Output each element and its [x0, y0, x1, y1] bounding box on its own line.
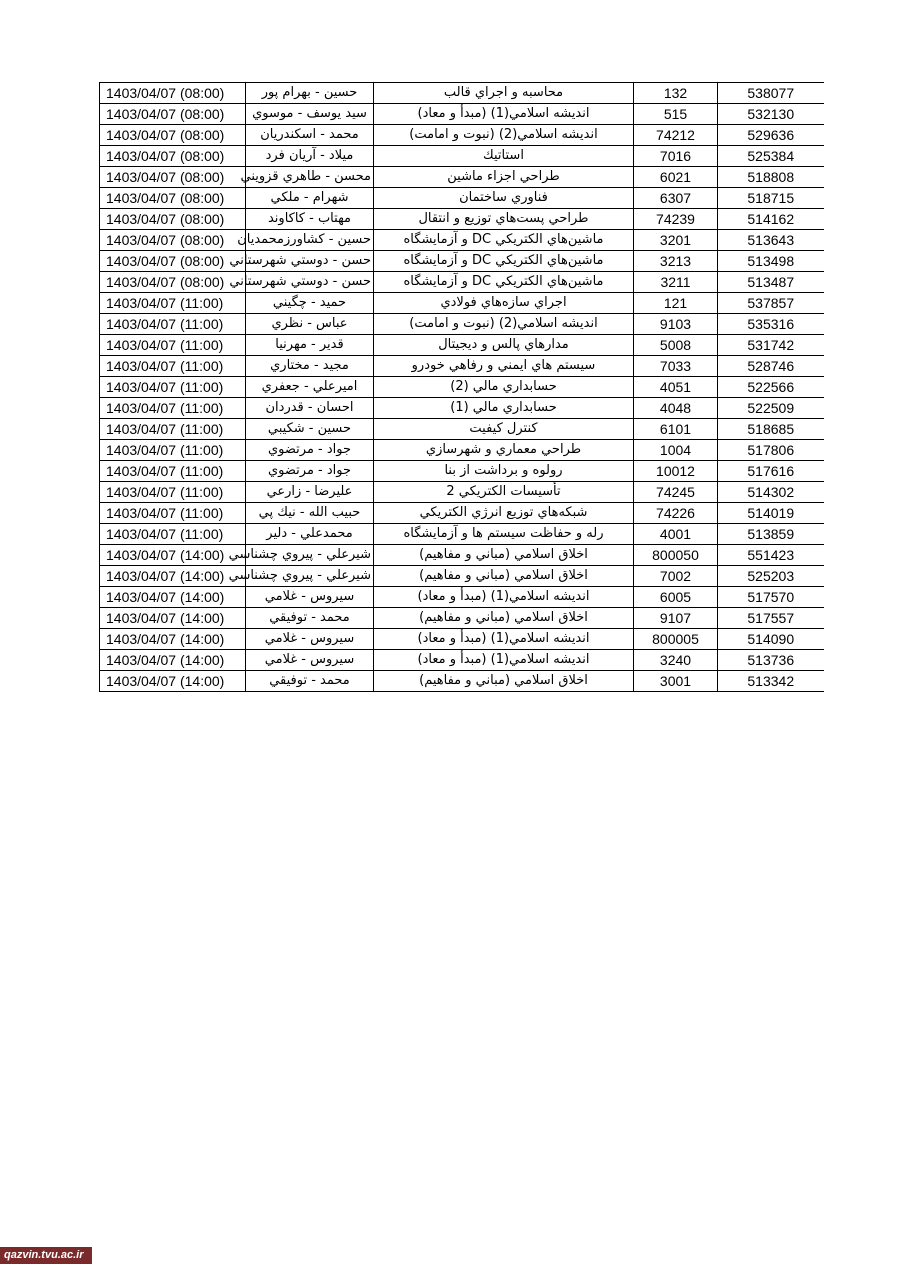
- course-code-cell: 515: [634, 104, 718, 125]
- course-code-cell: 7016: [634, 146, 718, 167]
- group-code-cell: 513487: [718, 272, 824, 293]
- exam-datetime-cell: 1403/04/07 (11:00): [100, 314, 246, 335]
- course-code-cell: 3213: [634, 251, 718, 272]
- teacher-name-cell: شيرعلي - پيروي چشناسي: [246, 566, 374, 587]
- exam-datetime-cell: 1403/04/07 (14:00): [100, 608, 246, 629]
- group-code-cell: 513643: [718, 230, 824, 251]
- group-code-cell: 551423: [718, 545, 824, 566]
- course-code-cell: 6101: [634, 419, 718, 440]
- exam-datetime-cell: 1403/04/07 (11:00): [100, 377, 246, 398]
- course-code-cell: 4001: [634, 524, 718, 545]
- group-code-cell: 513736: [718, 650, 824, 671]
- course-code-cell: 121: [634, 293, 718, 314]
- teacher-name-cell: اميرعلي - جعفري: [246, 377, 374, 398]
- group-code-cell: 522509: [718, 398, 824, 419]
- teacher-name-cell: سيروس - غلامي: [246, 587, 374, 608]
- table-row: [100, 566, 824, 587]
- group-code-cell: 518685: [718, 419, 824, 440]
- course-code-cell: 5008: [634, 335, 718, 356]
- course-code-cell: 1004: [634, 440, 718, 461]
- course-title-cell: فناوري ساختمان: [374, 188, 634, 209]
- course-title-cell: شبكه‌هاي توزيع انرژي الكتريكي: [374, 503, 634, 524]
- course-title-cell: اخلاق اسلامي (مباني و مفاهيم): [374, 608, 634, 629]
- course-code-cell: 74245: [634, 482, 718, 503]
- exam-datetime-cell: 1403/04/07 (08:00): [100, 230, 246, 251]
- course-code-cell: 3240: [634, 650, 718, 671]
- table-row: [100, 146, 824, 167]
- course-code-cell: 4051: [634, 377, 718, 398]
- teacher-name-cell: حسن - دوستي شهرستاني: [246, 251, 374, 272]
- exam-schedule-sheet: [99, 82, 823, 692]
- teacher-name-cell: حسن - دوستي شهرستاني: [246, 272, 374, 293]
- course-code-cell: 7033: [634, 356, 718, 377]
- exam-datetime-cell: 1403/04/07 (11:00): [100, 482, 246, 503]
- group-code-cell: 525203: [718, 566, 824, 587]
- table-row: [100, 503, 824, 524]
- teacher-name-cell: عباس - نظري: [246, 314, 374, 335]
- teacher-name-cell: محمد - اسكندريان: [246, 125, 374, 146]
- course-title-cell: طراحي پست‌هاي توزيع و انتقال: [374, 209, 634, 230]
- exam-datetime-cell: 1403/04/07 (11:00): [100, 335, 246, 356]
- teacher-name-cell: عليرضا - زارعي: [246, 482, 374, 503]
- exam-datetime-cell: 1403/04/07 (11:00): [100, 461, 246, 482]
- table-row: [100, 587, 824, 608]
- exam-schedule-body: [100, 83, 824, 692]
- teacher-name-cell: سيروس - غلامي: [246, 629, 374, 650]
- teacher-name-cell: محسن - طاهري قزويني: [246, 167, 374, 188]
- table-row: [100, 251, 824, 272]
- course-code-cell: 4048: [634, 398, 718, 419]
- table-row: [100, 188, 824, 209]
- exam-datetime-cell: 1403/04/07 (11:00): [100, 398, 246, 419]
- group-code-cell: 514302: [718, 482, 824, 503]
- course-title-cell: انديشه اسلامي(1) (مبدأ و معاد): [374, 650, 634, 671]
- course-title-cell: حسابداري مالي (2): [374, 377, 634, 398]
- teacher-name-cell: احسان - قدردان: [246, 398, 374, 419]
- group-code-cell: 513498: [718, 251, 824, 272]
- course-code-cell: 74212: [634, 125, 718, 146]
- course-code-cell: 10012: [634, 461, 718, 482]
- group-code-cell: 514019: [718, 503, 824, 524]
- course-title-cell: كنترل كيفيت: [374, 419, 634, 440]
- table-row: [100, 272, 824, 293]
- course-title-cell: اخلاق اسلامي (مباني و مفاهيم): [374, 566, 634, 587]
- group-code-cell: 518715: [718, 188, 824, 209]
- group-code-cell: 513859: [718, 524, 824, 545]
- exam-datetime-cell: 1403/04/07 (08:00): [100, 188, 246, 209]
- table-row: [100, 83, 824, 104]
- table-row: [100, 524, 824, 545]
- course-title-cell: انديشه اسلامي(1) (مبدأ و معاد): [374, 104, 634, 125]
- table-row: [100, 671, 824, 692]
- exam-datetime-cell: 1403/04/07 (08:00): [100, 146, 246, 167]
- exam-datetime-cell: 1403/04/07 (08:00): [100, 83, 246, 104]
- group-code-cell: 517806: [718, 440, 824, 461]
- exam-datetime-cell: 1403/04/07 (08:00): [100, 167, 246, 188]
- exam-datetime-cell: 1403/04/07 (11:00): [100, 503, 246, 524]
- table-row: [100, 461, 824, 482]
- exam-datetime-cell: 1403/04/07 (11:00): [100, 293, 246, 314]
- exam-datetime-cell: 1403/04/07 (11:00): [100, 440, 246, 461]
- teacher-name-cell: قدير - مهرنيا: [246, 335, 374, 356]
- group-code-cell: 528746: [718, 356, 824, 377]
- exam-datetime-cell: 1403/04/07 (11:00): [100, 524, 246, 545]
- exam-datetime-cell: 1403/04/07 (08:00): [100, 125, 246, 146]
- teacher-name-cell: جواد - مرتضوي: [246, 461, 374, 482]
- course-title-cell: حسابداري مالي (1): [374, 398, 634, 419]
- course-code-cell: 9103: [634, 314, 718, 335]
- group-code-cell: 513342: [718, 671, 824, 692]
- table-row: [100, 377, 824, 398]
- course-title-cell: انديشه اسلامي(2) (نبوت و امامت): [374, 125, 634, 146]
- exam-datetime-cell: 1403/04/07 (14:00): [100, 671, 246, 692]
- table-row: [100, 125, 824, 146]
- exam-datetime-cell: 1403/04/07 (08:00): [100, 209, 246, 230]
- table-row: [100, 608, 824, 629]
- course-title-cell: اجراي سازه‌هاي فولادي: [374, 293, 634, 314]
- course-code-cell: 74239: [634, 209, 718, 230]
- exam-datetime-cell: 1403/04/07 (14:00): [100, 629, 246, 650]
- teacher-name-cell: حميد - چگيني: [246, 293, 374, 314]
- course-title-cell: ماشين‌هاي الكتريكي DC و آزمايشگاه: [374, 272, 634, 293]
- course-code-cell: 3001: [634, 671, 718, 692]
- table-row: [100, 398, 824, 419]
- teacher-name-cell: شهرام - ملكي: [246, 188, 374, 209]
- course-code-cell: 7002: [634, 566, 718, 587]
- group-code-cell: 525384: [718, 146, 824, 167]
- teacher-name-cell: مجيد - مختاري: [246, 356, 374, 377]
- teacher-name-cell: حبيب الله - نيك پي: [246, 503, 374, 524]
- teacher-name-cell: محمد - توفيقي: [246, 608, 374, 629]
- exam-datetime-cell: 1403/04/07 (14:00): [100, 587, 246, 608]
- group-code-cell: 517570: [718, 587, 824, 608]
- table-row: [100, 419, 824, 440]
- course-code-cell: 6021: [634, 167, 718, 188]
- exam-datetime-cell: 1403/04/07 (14:00): [100, 545, 246, 566]
- group-code-cell: 538077: [718, 83, 824, 104]
- table-row: [100, 230, 824, 251]
- course-title-cell: استاتيك: [374, 146, 634, 167]
- table-row: [100, 650, 824, 671]
- course-title-cell: ماشين‌هاي الكتريكي DC و آزمايشگاه: [374, 251, 634, 272]
- table-row: [100, 209, 824, 230]
- course-code-cell: 3211: [634, 272, 718, 293]
- site-footer-badge[interactable]: qazvin.tvu.ac.ir: [0, 1247, 92, 1264]
- teacher-name-cell: سيد يوسف - موسوي: [246, 104, 374, 125]
- course-title-cell: انديشه اسلامي(1) (مبدأ و معاد): [374, 629, 634, 650]
- table-row: [100, 104, 824, 125]
- course-title-cell: تأسيسات الكتريكي 2: [374, 482, 634, 503]
- teacher-name-cell: محمدعلي - دلير: [246, 524, 374, 545]
- exam-datetime-cell: 1403/04/07 (08:00): [100, 251, 246, 272]
- group-code-cell: 537857: [718, 293, 824, 314]
- course-code-cell: 132: [634, 83, 718, 104]
- table-row: [100, 629, 824, 650]
- exam-datetime-cell: 1403/04/07 (14:00): [100, 650, 246, 671]
- group-code-cell: 531742: [718, 335, 824, 356]
- course-title-cell: محاسبه و اجراي قالب: [374, 83, 634, 104]
- teacher-name-cell: ميلاد - آريان فرد: [246, 146, 374, 167]
- group-code-cell: 522566: [718, 377, 824, 398]
- exam-datetime-cell: 1403/04/07 (08:00): [100, 272, 246, 293]
- course-code-cell: 6307: [634, 188, 718, 209]
- course-title-cell: اخلاق اسلامي (مباني و مفاهيم): [374, 545, 634, 566]
- course-code-cell: 3201: [634, 230, 718, 251]
- group-code-cell: 517616: [718, 461, 824, 482]
- exam-datetime-cell: 1403/04/07 (14:00): [100, 566, 246, 587]
- table-row: [100, 440, 824, 461]
- table-row: [100, 167, 824, 188]
- exam-datetime-cell: 1403/04/07 (11:00): [100, 356, 246, 377]
- course-title-cell: ماشين‌هاي الكتريكي DC و آزمايشگاه: [374, 230, 634, 251]
- group-code-cell: 535316: [718, 314, 824, 335]
- course-code-cell: 800050: [634, 545, 718, 566]
- group-code-cell: 532130: [718, 104, 824, 125]
- course-title-cell: طراحي معماري و شهرسازي: [374, 440, 634, 461]
- teacher-name-cell: سيروس - غلامي: [246, 650, 374, 671]
- table-row: [100, 314, 824, 335]
- course-title-cell: طراحي اجزاء ماشين: [374, 167, 634, 188]
- course-title-cell: انديشه اسلامي(2) (نبوت و امامت): [374, 314, 634, 335]
- group-code-cell: 517557: [718, 608, 824, 629]
- teacher-name-cell: شيرعلي - پيروي چشناسي: [246, 545, 374, 566]
- course-code-cell: 800005: [634, 629, 718, 650]
- exam-schedule-table: [99, 82, 824, 692]
- course-code-cell: 74226: [634, 503, 718, 524]
- teacher-name-cell: حسين - بهرام پور: [246, 83, 374, 104]
- group-code-cell: 529636: [718, 125, 824, 146]
- teacher-name-cell: حسين - شكيبي: [246, 419, 374, 440]
- teacher-name-cell: حسين - كشاورزمحمديان: [246, 230, 374, 251]
- course-title-cell: انديشه اسلامي(1) (مبدأ و معاد): [374, 587, 634, 608]
- teacher-name-cell: محمد - توفيقي: [246, 671, 374, 692]
- table-row: [100, 293, 824, 314]
- exam-datetime-cell: 1403/04/07 (11:00): [100, 419, 246, 440]
- course-code-cell: 9107: [634, 608, 718, 629]
- course-title-cell: مدارهاي پالس و ديجيتال: [374, 335, 634, 356]
- course-title-cell: رولوه و برداشت از بنا: [374, 461, 634, 482]
- course-title-cell: سيستم هاي ايمني و رفاهي خودرو: [374, 356, 634, 377]
- teacher-name-cell: جواد - مرتضوي: [246, 440, 374, 461]
- course-title-cell: اخلاق اسلامي (مباني و مفاهيم): [374, 671, 634, 692]
- course-title-cell: رله و حفاظت سيستم ها و آزمايشگاه: [374, 524, 634, 545]
- table-row: [100, 482, 824, 503]
- table-row: [100, 335, 824, 356]
- group-code-cell: 514090: [718, 629, 824, 650]
- exam-datetime-cell: 1403/04/07 (08:00): [100, 104, 246, 125]
- teacher-name-cell: مهتاب - كاكاوند: [246, 209, 374, 230]
- table-row: [100, 356, 824, 377]
- table-row: [100, 545, 824, 566]
- group-code-cell: 518808: [718, 167, 824, 188]
- course-code-cell: 6005: [634, 587, 718, 608]
- group-code-cell: 514162: [718, 209, 824, 230]
